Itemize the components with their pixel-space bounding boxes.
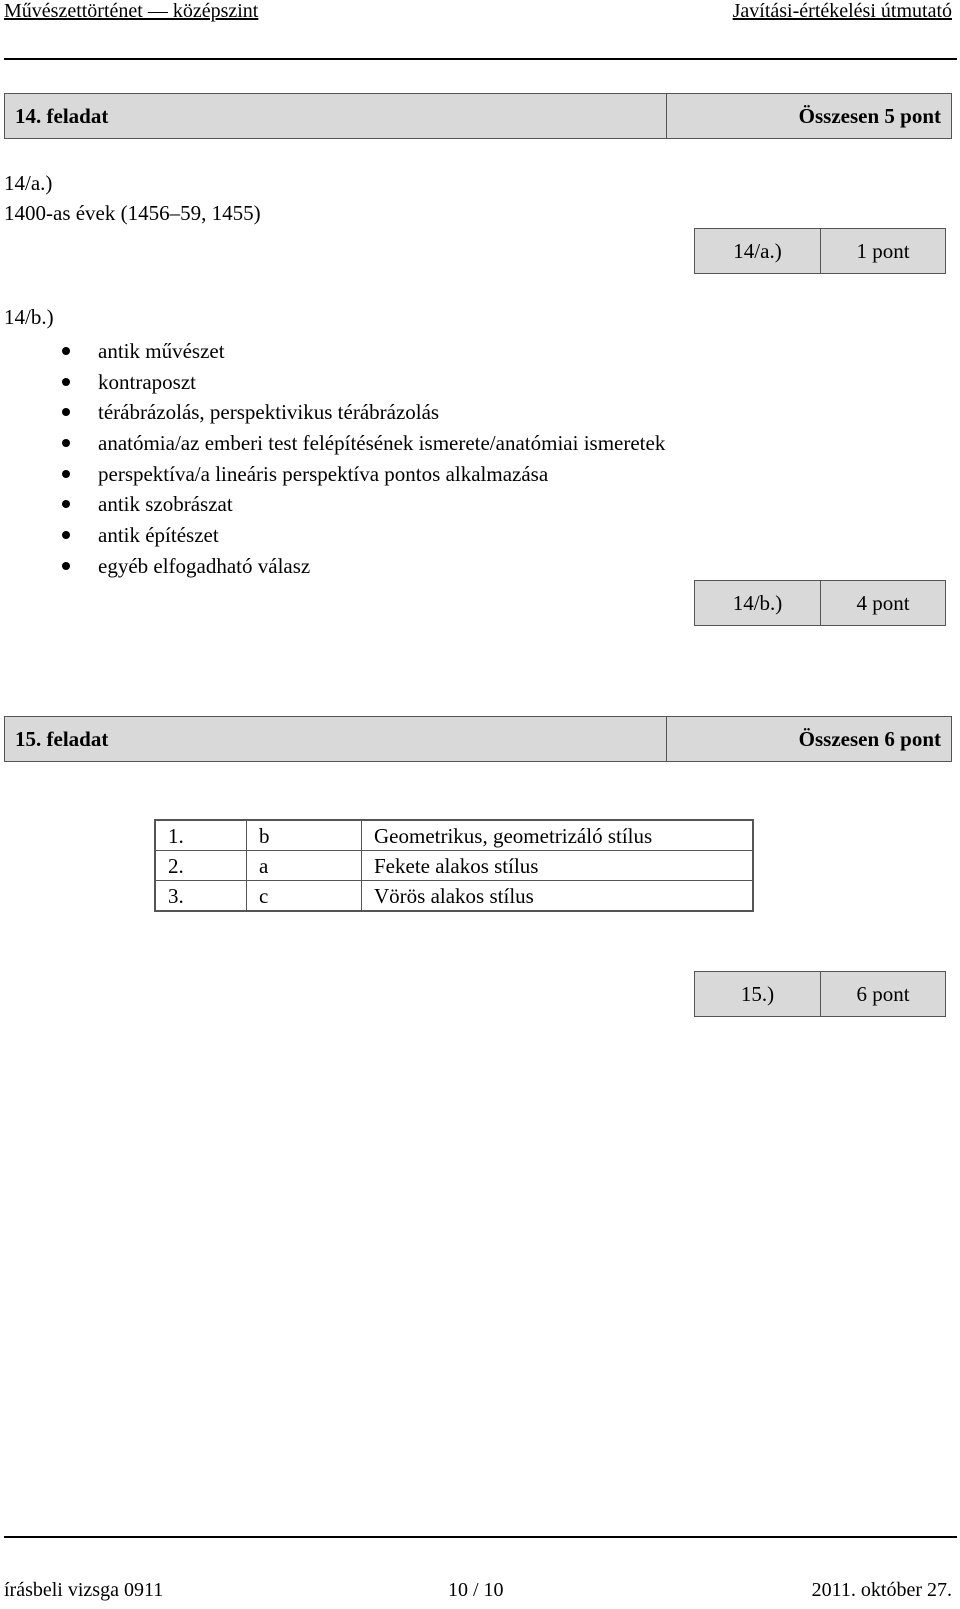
list-item-text: kontraposzt <box>98 369 196 394</box>
bullet-icon <box>62 439 70 447</box>
row-style: Fekete alakos stílus <box>374 853 539 878</box>
row-letter: a <box>247 851 362 881</box>
footer-date: 2011. október 27. <box>811 1579 952 1601</box>
list-item-text: antik szobrászat <box>98 492 233 517</box>
bullet-icon <box>62 562 70 570</box>
bullet-icon <box>62 500 70 508</box>
score-box-14b <box>694 580 946 626</box>
row-number: 3. <box>155 881 247 912</box>
header-divider <box>4 58 957 60</box>
row-letter: b <box>247 820 362 851</box>
list-item-text: perspektíva/a lineáris perspektíva pontos alkalmazása <box>98 461 549 486</box>
task-14-bar <box>4 93 952 139</box>
score-box-14a <box>694 228 946 274</box>
part-14b-label: 14/b.) <box>4 305 54 329</box>
footer-page-number: 10 / 10 <box>448 1579 504 1601</box>
task-15-title: 15. feladat <box>5 717 667 761</box>
row-style: Geometrikus, geometrizáló stílus <box>374 823 653 848</box>
part-14a-answer: 1400-as évek (1456–59, 1455) <box>4 201 261 225</box>
list-item <box>0 336 665 367</box>
list-item <box>0 428 665 459</box>
task-14-total: Összesen 5 pont <box>798 104 941 128</box>
score-15-points: 6 pont <box>856 982 910 1006</box>
score-14b-label: 14/b.) <box>695 581 821 625</box>
task-14-title: 14. feladat <box>5 94 667 138</box>
score-box-15 <box>694 971 946 1017</box>
row-number: 2. <box>155 851 247 881</box>
part-14a-label: 14/a.) <box>4 171 53 195</box>
list-item-text: antik művészet <box>98 339 225 363</box>
bullet-icon <box>62 347 70 355</box>
list-item <box>0 489 665 520</box>
list-item <box>0 551 665 582</box>
list-item <box>0 459 665 490</box>
row-letter: c <box>247 881 362 912</box>
row-style: Vörös alakos stílus <box>374 883 534 908</box>
bullet-icon <box>62 531 70 539</box>
table-row <box>155 851 753 881</box>
bullet-icon <box>62 470 70 478</box>
footer-exam-code: írásbeli vizsga 0911 <box>4 1579 164 1601</box>
bullet-icon <box>62 408 70 416</box>
table-row <box>155 881 753 912</box>
part-14b-answer-list <box>0 336 665 582</box>
task-15-total: Összesen 6 pont <box>798 727 941 751</box>
header-subject: Művészettörténet — középszint <box>4 0 259 22</box>
score-14a-points: 1 pont <box>856 239 910 263</box>
list-item <box>0 367 665 398</box>
list-item-text: anatómia/az emberi test felépítésének ismerete/anatómiai ismeretek <box>98 431 666 456</box>
header-guide-title: Javítási-értékelési útmutató <box>732 0 952 22</box>
score-14a-label: 14/a.) <box>695 229 821 273</box>
score-14b-points: 4 pont <box>856 591 910 615</box>
list-item-text: antik építészet <box>98 523 219 548</box>
score-15-label: 15.) <box>695 972 821 1016</box>
task-15-bar <box>4 716 952 762</box>
table-row <box>155 820 753 851</box>
list-item-text: egyéb elfogadható válasz <box>98 553 311 578</box>
list-item-text: térábrázolás, perspektivikus térábrázolás <box>98 400 440 425</box>
row-number: 1. <box>155 820 247 851</box>
bullet-icon <box>62 378 70 386</box>
footer-divider <box>4 1536 957 1538</box>
list-item <box>0 397 665 428</box>
list-item <box>0 520 665 551</box>
task-15-answer-table <box>154 819 754 912</box>
